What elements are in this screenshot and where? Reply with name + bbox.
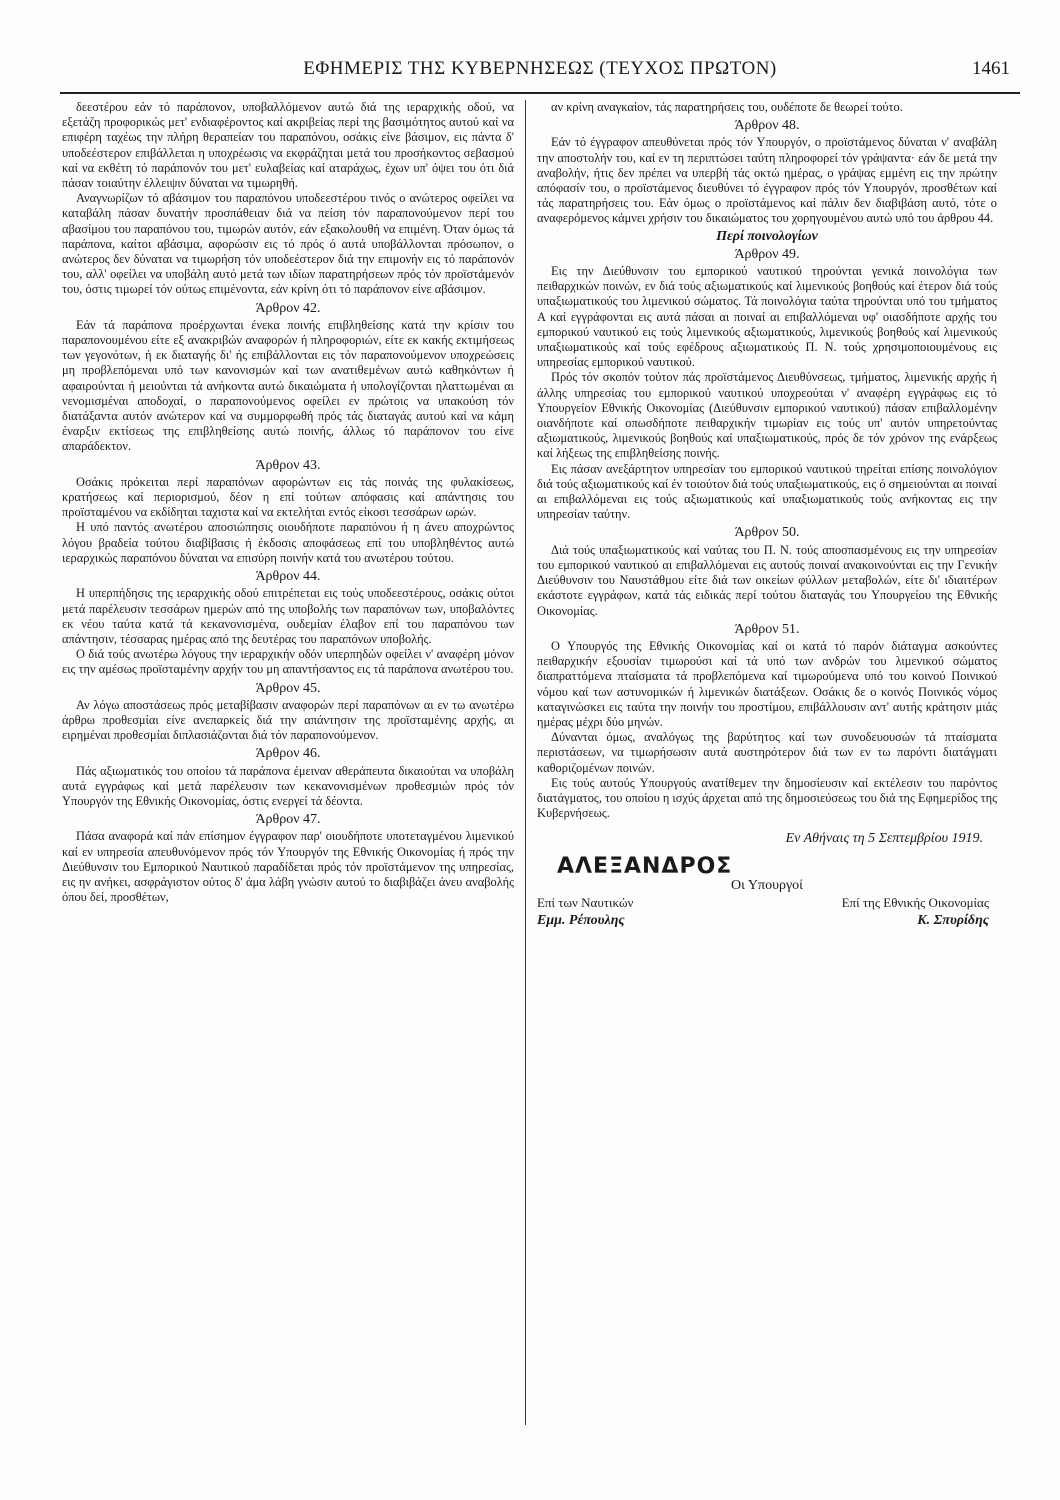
paragraph: Πρός τόν σκοπόν τούτον πάς προϊστάμενος Διευθύνσεως, τμήματος, λιμενικής αρχής ή άλλης υπηρεσίας του εμπορικού ναυτικού υποχρεούται ν' αναφέρη εγγράφως εις τό Υπουργείον Εθνικής Οικονομίας (Διεύθυνσιν εμπορικού ναυτικού) πάσαν επιβαλλομένην οιανδήποτε καί οπωσδήποτε πειθαρχικήν τιμωρίαν εις τούς υπ' αυτόν υπηρετούντας αξιωματικούς, λιμενικούς βοηθούς καί υπαξιωματικούς, πρός δε τόν χρόνον της ενάρξεως καί λήξεως της επιβληθείσης ποινής. — [537, 370, 997, 461]
paragraph: Εις τούς αυτούς Υπουργούς ανατίθεμεν την δημοσίευσιν καί εκτέλεσιν του παρόντος διατάγματος, του οποίου η ισχύς άρχεται από της δημοσιεύσεως του διά της Εφημερίδος της Κυβερνήσεως. — [537, 775, 997, 821]
paragraph: Η υπό παντός ανωτέρου αποσιώπησις οιουδήποτε παραπόνου ή η άνευ αποχρώντος λόγου βραδεία τούτου διαβίβασις ή έκδοσις αποφάσεως επί του υποβληθέντος αυτώ ιεραρχικώς παραπόνου δύναται να επισύρη ποινήν κατά του ανωτέρου τούτου. — [62, 520, 514, 565]
place-date: Εν Αθήναις τη 5 Σεπτεμβρίου 1919. — [785, 831, 983, 847]
paragraph: Εις πάσαν ανεξάρτητον υπηρεσίαν του εμπορικού ναυτικού τηρείται επίσης ποινολόγιον διά τούς αξιωματικούς καί έν τοιούτον διά τούς υπαξιωματικούς, εις ό σημειούνται αι ποιναί αι επιβαλλόμεναι εις τούς αξιωματικούς καί υπαξιωματικούς τούς ανήκοντας εις την υπηρεσίαν ταύτην. — [537, 461, 997, 522]
article-42 — [62, 301, 514, 455]
ministers-label: Οι Υπουργοί — [731, 877, 803, 893]
article-heading: Άρθρον 48. — [734, 118, 800, 134]
article-46 — [62, 746, 514, 809]
article-48 — [537, 118, 997, 226]
column-divider — [525, 100, 526, 1425]
paragraph: Ο Υπουργός της Εθνικής Οικονομίας καί οι κατά τό παρόν διάταγμα ασκούντες πειθαρχικήν εξουσίαν τιμωρούσι καί τά υπό των ανδρών του λιμενικού σώματος διαπραττόμενα πταίσματα τά προβλεπόμενα καί τιμωρούμενα υπό του κοινού Ποινικού νόμου καί των αστυνομικών ή λιμενικών διατάξεων. Οσάκις δε ο κοινός Ποινικός νόμος καταγινώσκει εις ταύτα την ποινήν του προστίμου, επιβάλλουσιν αντ' αυτής κράτησιν μιάς ημέρας μέχρι δύο μηνών. — [537, 638, 997, 729]
article-heading: Άρθρον 47. — [255, 812, 321, 828]
paragraph: Πάσα αναφορά καί πάν επίσημον έγγραφον παρ' οιουδήποτε υποτεταγμένου λιμενικού καί εν υπηρεσία απευθυνόμενον πρός τόν Υπουργόν της Εθνικής Οικονομίας ή πρός την Διεύθυνσιν του Εμπορικού Ναυτικού παραδίδεται πρός τόν προϊστάμενον της υπηρεσίας, εις ην ανήκει, ασφράγιστον ούτος δ' άμα λάβη γνώσιν αυτού το διαβιβάζει άνευ αναβολής όπου δεί, προσθέτων, — [62, 829, 514, 905]
article-43 — [62, 458, 514, 566]
paragraph: Διά τούς υπαξιωματικούς καί ναύτας του Π. Ν. τούς αποσπασμένους εις την υπηρεσίαν του εμπορικού ναυτικού αι επιβαλλόμεναι εις αυτούς ποιναί ανακοινούνται εις την Γενικήν Διεύθυνσιν του Ναυστάθμου είτε διά των οικείων φύλλων μεταβολών, είτε δι' ιδιαιτέρων εκάστοτε εγγράφων, κατά τάς ειδικάς περί τούτου διαταγάς του Υπουργείου της Εθνικής Οικονομίας. — [537, 542, 997, 618]
left-intro — [62, 100, 514, 298]
article-44 — [62, 569, 514, 677]
left-column — [62, 100, 514, 905]
article-heading: Άρθρον 44. — [255, 569, 321, 585]
minister-name-right: Κ. Σπυρίδης — [917, 913, 989, 929]
minister-office-left: Επί των Ναυτικών — [537, 894, 634, 910]
signatory-name: ΑΛΕΞΑΝΔΡΟΣ — [557, 853, 733, 879]
paragraph: Πάς αξιωματικός του οποίου τά παράπονα έμειναν αθεράπευτα δικαιούται να υποβάλη αυτά εγγράφως καί μετά παρέλευσιν των κεκανονισμένων προθεσμιών πρός τόν Υπουργόν της Εθνικής Οικονομίας, όστις ενεργεί τά δέοντα. — [62, 763, 514, 808]
paragraph: Δύνανται όμως, αναλόγως της βαρύτητος καί των συνοδευουσών τά πταίσματα περιστάσεων, να τιμωρήσωσιν αυτά αυστηρότερον διά των εν τω παρόντι διατάγματι καθοριζομένων ποινών. — [537, 730, 997, 775]
running-head — [60, 58, 1020, 88]
article-heading: Άρθρον 50. — [734, 525, 800, 541]
article-50 — [537, 525, 997, 618]
minister-offices — [537, 895, 997, 910]
header-rule — [60, 92, 1020, 94]
article-heading: Άρθρον 49. — [734, 246, 800, 262]
paragraph: Αναγνωρίζων τό αβάσιμον του παραπόνου υποδεεστέρου τινός ο ανώτερος οφείλει να καταβάλη πάσαν δυνατήν προσπάθειαν διά να πείση τόν παραπονούμενον περί του αβασίμου του παραπόνου του, τιμωρών αυτόν, εάν εξακολουθή να επιμένη. Όταν όμως τά παράπονα, καίτοι αβάσιμα, αφορώσιν εις τό πρός ό αυτά υποβάλλονται πρόσωπον, ο ανώτερος δεν δύναται να τιμωρήση τόν υποδεέστερον διά την επιμονήν εις τό παράπονόν του, αλλ' οφείλει να υποβάλη αυτό μετά των ιδίων παρατηρήσεων πρός τόν προϊστάμενόν του, όστις τιμωρεί τόν ούτως επιμένοντα, εάν κρίνη ότι τό παράπονον είνε αβάσιμον. — [62, 191, 514, 297]
article-49 — [537, 229, 997, 523]
paragraph: Αν λόγω αποστάσεως πρός μεταβίβασιν αναφορών περί παραπόνων αι εν τω ανωτέρω άρθρω προθεσμίαι είνε ανεπαρκείς διά την απάντησιν της προϊσταμένης αρχής, αι ειρημέναι προθεσμίαι διπλασιάζονται διά τόν παραπονούμενον. — [62, 697, 514, 743]
minister-name-left: Εμμ. Ρέπουλης — [537, 913, 625, 929]
article-heading: Άρθρον 46. — [255, 746, 321, 762]
closing-block — [537, 831, 997, 928]
paragraph: Οσάκις πρόκειται περί παραπόνων αφορώντων εις τάς ποινάς της φυλακίσεως, κρατήσεως καί περιορισμού, δέον η επί τούτων απόφασις καί απάντησις του προϊσταμένου να εκδίδηται ταχιστα καί να εκτελήται εντός είκοσι τεσσάρων ωρών. — [62, 474, 514, 520]
paragraph: αν κρίνη αναγκαίον, τάς παρατηρήσεις του, ουδέποτε δε θεωρεί τούτο. — [551, 100, 903, 114]
paragraph: Εάν τά παράπονα προέρχωνται ένεκα ποινής επιβληθείσης κατά την κρίσιν του παραπονουμένου είτε εξ ανακριβών αναφορών ή πληροφοριών, είτε εκ κακής εκτιμήσεως των γεγονότων, ή εκ διαταγής δι' ής επιβάλλονται εις τόν παραπονούμενον υποχρεώσεις μη προβλεπόμεναι υπό των κανονισμών καί των ανατιθεμένων αυτώ καθηκόντων ή αφαιρούνται ή μειούνται τά ανήκοντα αυτώ δικαιώματα ή υπολογίζονται ηλαττωμέναι αι νενομισμέναι αποδοχαί, ο παραπονούμενος οφείλει εν πρώτοις να υπακούση τόν διατάξαντα αυτόν ανώτερον καί να συμμορφωθή πρός τάς διαταγάς αυτού καί να κάμη έναρξιν εκτίσεως της επιβληθείσης αυτώ ποινής, άλλως τό παράπονον του είνε απαράδεκτον. — [62, 317, 514, 454]
article-47 — [62, 812, 514, 905]
minister-office-right: Επί της Εθνικής Οικονομίας — [841, 894, 989, 910]
minister-names — [537, 913, 997, 928]
article-heading: Άρθρον 42. — [255, 300, 321, 316]
page-number: 1461 — [972, 58, 1010, 79]
paragraph: δεεστέρου εάν τό παράπονον, υποβαλλόμενον αυτώ διά της ιεραρχικής οδού, να εξετάζη προφορικώς μετ' ενδιαφέροντος καί ακριβείας περί της βασιμότητος αυτού καί να επιφέρη ταχέως την πλήρη θεραπείαν του παραπόνου, οσάκις είνε βάσιμον, εις πάντα δ' υποδεέστερον επιβάλλεται η υποχρέωσις να εκφράζηται μετά του προσήκοντος σεβασμού καί να εκθέτη τό παράπονόν του μετ' ευλαβείας καί αταράχως, έχων υπ' όψει του ότι διά πάσαν τοιαύτην έλλειψιν δύναται να τιμωρηθή. — [62, 100, 514, 191]
paragraph: Εις την Διεύθυνσιν του εμπορικού ναυτικού τηρούνται γενικά ποινολόγια των πειθαρχικών ποινών, εν διά τούς αξιωματικούς καί λιμενικούς βοηθούς καί έτερον διά τούς υπαξιωματικούς του λιμενικού σώματος. Τά ποινολόγια ταύτα τηρούνται υπό του τμήματος Α καί εγγράφονται εις αυτά πάσαι αι ποιναί αι επιβαλλόμεναι υφ' οιασδήποτε αρχής του εμπορικού ναυτικού εις τούς λιμενικούς αξιωματικούς, λιμενικούς βοηθούς καί λιμενικούς υπαξιωματικούς καί τούς εφέδρους αξιωματικούς Π. Ν. τούς χρησιμοποιουμένους εις υπηρεσίας εμπορικού ναυτικού. — [537, 264, 997, 370]
article-45 — [62, 681, 514, 744]
paragraph: Εάν τό έγγραφον απευθύνεται πρός τόν Υπουργόν, ο προϊστάμενος δύναται ν' αναβάλη την αποστολήν του, καί εν τη περιπτώσει ταύτη πληροφορεί τόν γράψαντα· εάν δε μετά την αναβολήν, ήτις δεν πρέπει να υπερβή τάς οκτώ ημέρας, ο γράψας εμμένη εις την πρώτην απόφασίν του, ο προϊστάμενος διευθύνει τό έγγραφον πρός τόν Υπουργόν, προσθέτων καί τάς παρατηρήσεις του. Εάν όμως ο προϊστάμενος καί πάλιν δεν διαβιβάση αυτό, τότε ο αναφερόμενος κάμνει χρήσιν του δικαιώματος του χορηγουμένου αυτώ υπό του άρθρου 44. — [537, 135, 997, 226]
article-heading: Άρθρον 51. — [734, 621, 800, 637]
article-51 — [537, 622, 997, 822]
paragraph: Η υπερπήδησις της ιεραρχικής οδού επιτρέπεται εις τούς υποδεεστέρους, οσάκις ούτοι μετά παρέλευσιν τεσσάρων ημερών από της υποβολής των παραπόνων των, υποβαλόντες εκ νέου ταύτα κατά τά κεκανονισμένα, ουδεμίαν έλαβον επί του παραπόνου των απάντησιν, τέσσαρας ημέρας από της δευτέρας του παραπόνων υποβολής. — [62, 586, 514, 646]
article-heading: Άρθρον 43. — [255, 457, 321, 473]
article-heading: Άρθρον 45. — [255, 680, 321, 696]
section-heading: Περί ποινολογίων — [716, 228, 818, 244]
right-column — [537, 100, 997, 928]
gazette-title: ΕΦΗΜΕΡΙΣ ΤΗΣ ΚΥΒΕΡΝΗΣΕΩΣ (ΤΕΥΧΟΣ ΠΡΩΤΟΝ) — [303, 58, 777, 79]
paragraph: Ο διά τούς ανωτέρω λόγους την ιεραρχικήν οδόν υπερπηδών οφείλει ν' αναφέρη μόνον εις την αμέσως προϊσταμένην αρχήν του μη απαντήσαντος εις τά παράπονα ανωτέρου του. — [62, 647, 514, 677]
